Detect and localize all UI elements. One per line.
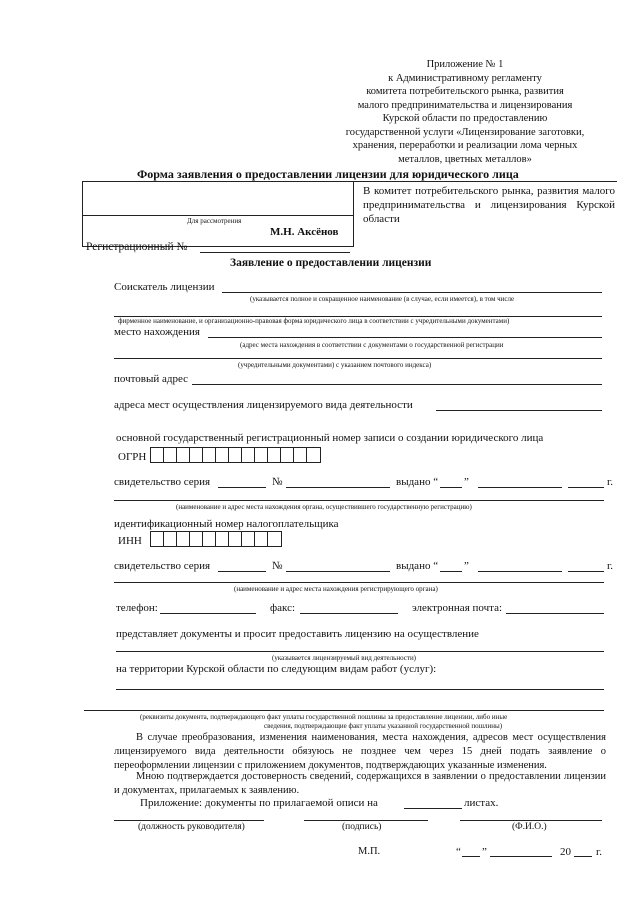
appendix-line: государственной услуги «Лицензирование заготовки, — [345, 126, 585, 138]
cert2-series-label: свидетельство серия — [114, 560, 211, 572]
cert1-number-field[interactable] — [286, 487, 390, 488]
appendix-line: Приложение № 1 — [426, 59, 504, 70]
applicant-field[interactable] — [222, 292, 602, 293]
cert1-month-field[interactable] — [478, 487, 562, 488]
date-year-field[interactable] — [574, 856, 592, 857]
appendix-line: металлов, цветных металлов» — [398, 153, 532, 165]
activity-field[interactable] — [116, 651, 604, 652]
cert1-quote: ” — [464, 476, 469, 488]
appendix-line: малого предпринимательства и лицензирования — [357, 99, 573, 111]
email-field[interactable] — [506, 613, 604, 614]
fio-hint: (Ф.И.О.) — [512, 822, 547, 832]
appendix-line: комитета потребительского рынка, развития — [366, 86, 564, 97]
digit-cell[interactable] — [229, 448, 242, 462]
cert1-hint: (наименование и адрес места нахождения органа, осуществившего государственную регистрацию) — [176, 503, 472, 511]
fax-label: факс: — [270, 602, 296, 614]
fax-field[interactable] — [300, 613, 398, 614]
cert1-year-label: г. — [607, 476, 614, 488]
works-field-1[interactable] — [116, 689, 604, 690]
reg-number-label: Регистрационный № — [86, 241, 188, 253]
cert1-series-field[interactable] — [218, 487, 266, 488]
digit-cell[interactable] — [203, 532, 216, 546]
digit-cell[interactable] — [177, 532, 190, 546]
cert2-series-field[interactable] — [218, 571, 266, 572]
cert2-number-label: № — [272, 560, 283, 572]
digit-cell[interactable] — [229, 532, 242, 546]
cert1-series-label: свидетельство серия — [114, 476, 211, 488]
cert2-number-field[interactable] — [286, 571, 390, 572]
location-field[interactable] — [208, 337, 602, 338]
reg-number-field[interactable] — [200, 252, 350, 253]
location-field-2[interactable] — [114, 358, 602, 359]
digit-cell[interactable] — [190, 448, 203, 462]
digit-cell[interactable] — [216, 532, 229, 546]
date-open-quote: “ — [456, 846, 461, 858]
digit-cell[interactable] — [242, 448, 255, 462]
digit-cell[interactable] — [216, 448, 229, 462]
date-close-quote: ” — [482, 846, 487, 858]
applicant-hint-2: фирменное наименование, и организационно-правовая форма юридического лица в соответствии с учредительными документами) — [118, 317, 510, 325]
cert2-authority-field[interactable] — [114, 582, 604, 583]
header-box — [82, 181, 354, 247]
signature-hint: (подпись) — [342, 822, 382, 832]
signatory-name: М.Н. Аксёнов — [270, 226, 339, 238]
payment-hint-1: (реквизиты документа, подтверждающего факт уплаты государственной пошлины за предоставление лицензии, либо иные — [140, 713, 508, 721]
phone-field[interactable] — [160, 613, 256, 614]
appendix-line: хранения, переработки и реализации лома черных — [352, 140, 578, 151]
ogrn-label: ОГРН — [118, 451, 147, 463]
cert1-year-field[interactable] — [568, 487, 604, 488]
digit-cell[interactable] — [268, 448, 281, 462]
digit-cell[interactable] — [268, 532, 281, 546]
date-year-prefix: 20 — [560, 846, 571, 858]
applicant-hint: (указывается полное и сокращенное наименование (в случае, если имеется), в том числе — [250, 295, 515, 303]
statement-title: Заявление о предоставлении лицензии — [230, 257, 432, 269]
submits-text: представляет документы и просит предоставить лицензию на осуществление — [116, 628, 479, 640]
postal-field[interactable] — [192, 384, 602, 385]
digit-cell[interactable] — [164, 448, 177, 462]
cert1-day-field[interactable] — [440, 487, 462, 488]
addressee: В комитет потребительского рынка, развития малого предпринимательства и лицензирования Курской области — [363, 185, 615, 225]
position-hint: (должность руководителя) — [138, 822, 245, 832]
signature-field[interactable] — [304, 820, 428, 821]
cert1-issued-label: выдано “ — [396, 476, 439, 488]
digit-cell[interactable] — [190, 532, 203, 546]
digit-cell[interactable] — [255, 532, 268, 546]
attachment-sheets-field[interactable] — [404, 808, 462, 809]
email-label: электронная почта: — [412, 602, 503, 614]
cert2-year-field[interactable] — [568, 571, 604, 572]
date-month-field[interactable] — [490, 856, 552, 857]
attachment-label: Приложение: документы по прилагаемой описи на — [140, 797, 378, 809]
phone-label: телефон: — [116, 602, 158, 614]
form-title: Форма заявления о предоставлении лицензии для юридического лица — [137, 167, 519, 181]
activity-address-label: адреса мест осуществления лицензируемого вида деятельности — [114, 399, 413, 411]
inn-heading: идентификационный номер налогоплательщика — [114, 518, 339, 530]
digit-cell[interactable] — [255, 448, 268, 462]
cert2-issued-label: выдано “ — [396, 560, 439, 572]
works-field-2[interactable] — [84, 710, 604, 711]
stamp-label: М.П. — [358, 846, 381, 857]
cert2-month-field[interactable] — [478, 571, 562, 572]
appendix-line: к Административному регламенту — [388, 72, 542, 84]
appendix-block — [330, 58, 600, 166]
digit-cell[interactable] — [151, 448, 164, 462]
activity-address-field[interactable] — [436, 410, 602, 411]
confirm-text: Мною подтверждается достоверность сведений, содержащихся в заявлении о предоставлении лицензии и документах, прилагаемых к заявлению. — [114, 771, 606, 796]
territory-text: на территории Курской области по следующим видам работ (услуг): — [116, 663, 437, 675]
position-field[interactable] — [114, 820, 264, 821]
activity-hint: (указывается лицензируемый вид деятельности) — [272, 654, 417, 662]
location-hint-2: (учредительными документами) с указанием почтового индекса) — [238, 361, 432, 369]
location-label: место нахождения — [114, 326, 200, 338]
digit-cell[interactable] — [294, 448, 307, 462]
fio-field[interactable] — [460, 820, 602, 821]
digit-cell[interactable] — [307, 448, 320, 462]
cert2-year-label: г. — [607, 560, 614, 572]
location-hint: (адрес места нахождения в соответствии с документами о государственной регистрации — [240, 341, 504, 349]
cert2-day-field[interactable] — [440, 571, 462, 572]
attachment-sheets-label: листах. — [464, 797, 499, 809]
appendix-line: Курской области по предоставлению — [382, 113, 548, 124]
ogrn-cells[interactable] — [150, 447, 321, 463]
cert1-authority-field[interactable] — [114, 500, 604, 501]
digit-cell[interactable] — [164, 532, 177, 546]
cert2-quote: ” — [464, 560, 469, 572]
postal-label: почтовый адрес — [114, 373, 189, 385]
payment-hint-2: сведения, подтверждающие факт уплаты указанной государственной пошлины) — [264, 722, 503, 730]
digit-cell[interactable] — [151, 532, 164, 546]
applicant-label: Соискатель лицензии — [114, 281, 215, 293]
date-year-suffix: г. — [596, 846, 603, 858]
inn-label: ИНН — [118, 535, 142, 547]
inn-cells[interactable] — [150, 531, 282, 547]
digit-cell[interactable] — [177, 448, 190, 462]
digit-cell[interactable] — [203, 448, 216, 462]
digit-cell[interactable] — [281, 448, 294, 462]
ogrn-heading: основной государственный регистрационный номер записи о создании юридического лица — [116, 432, 544, 444]
digit-cell[interactable] — [242, 532, 255, 546]
for-review-label: Для рассмотрения — [187, 217, 242, 225]
date-day-field[interactable] — [462, 856, 480, 857]
cert1-number-label: № — [272, 476, 283, 488]
obligation-text: В случае преобразования, изменения наименования, места нахождения, адресов мест осуществления лицензируемого вида деятельности обязуюсь не позднее чем через 15 дней подать заявление о переоформлении лицензии с приложением документов, подтверждающих указанные изменения. — [114, 732, 606, 771]
cert2-hint: (наименование и адрес места нахождения регистрирующего органа) — [234, 585, 438, 593]
